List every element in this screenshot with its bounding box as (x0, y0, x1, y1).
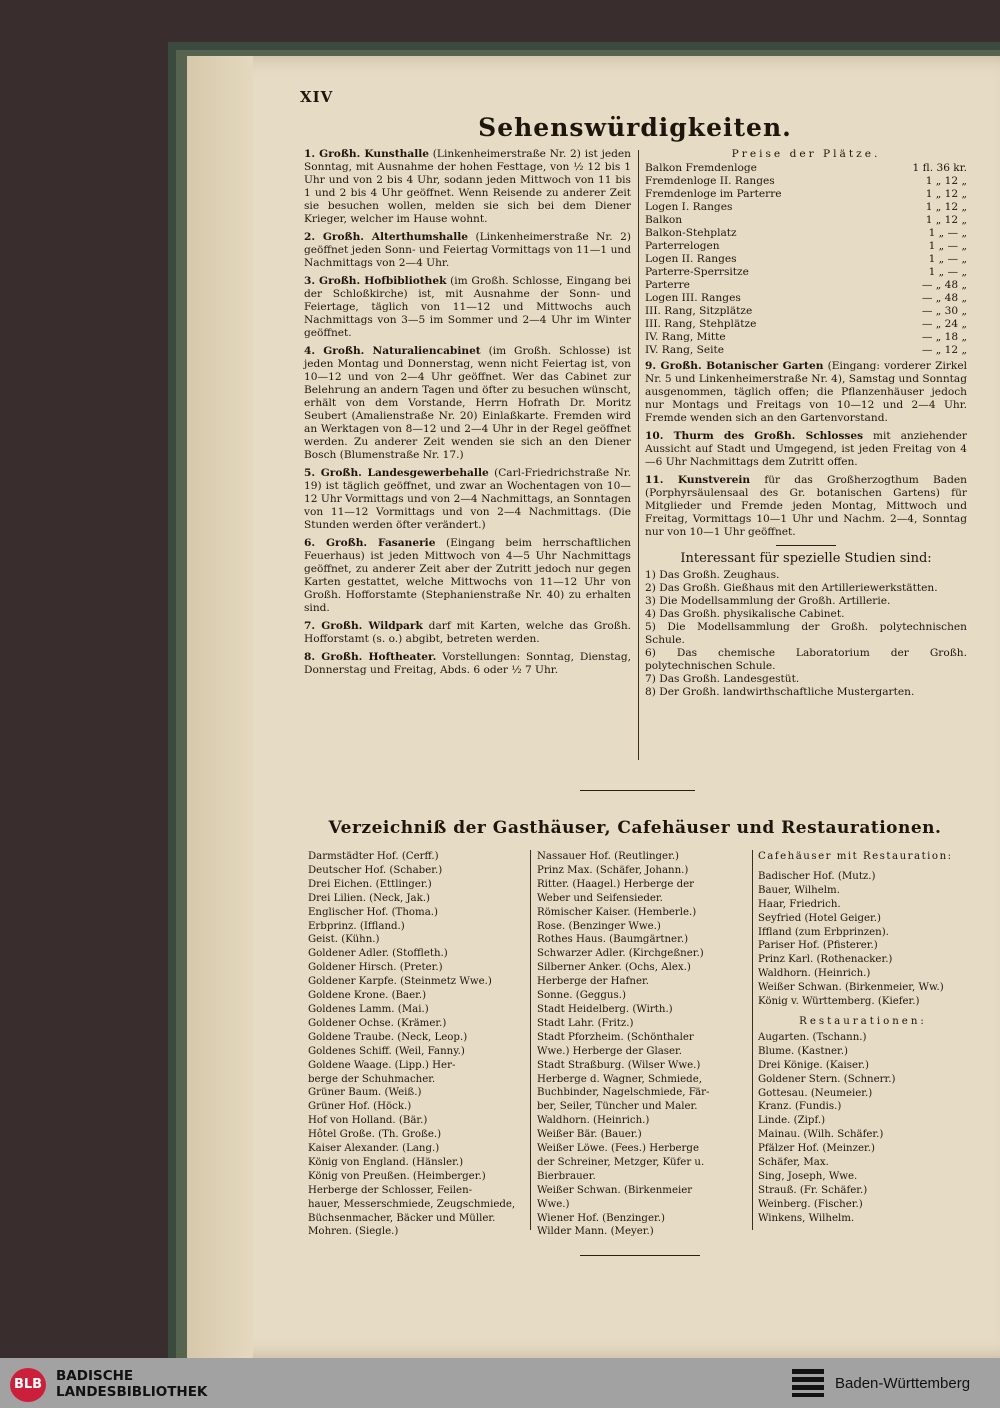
list-item: Goldene Krone. (Baer.) (308, 990, 427, 1002)
list-item: Buchbinder, Nagelschmiede, Fär- (537, 1087, 710, 1099)
library-name-line2: LANDESBIBLIOTHEK (56, 1384, 208, 1400)
list-item: Goldenes Lamm. (Mai.) (308, 1003, 429, 1015)
list-item: 4) Das Großh. physikalische Cabinet. (645, 608, 845, 620)
list-item: 7) Das Großh. Landesgestüt. (645, 673, 800, 685)
list-item: Herberge d. Wagner, Schmiede, (537, 1073, 702, 1085)
list-item: Darmstädter Hof. (Cerff.) (308, 851, 439, 862)
sight-text: (Eingang: vorderer Zirkel Nr. 5 und Linkenheimerstraße Nr. 4), Samstag und Sonntag ausgenommen, täglich offen; die Pflanzenhäuser jedoch nur Montags und Freitags von 10—12 und 2—4 Uhr. Fremde wenden sich an den Gartenvorstand. (645, 360, 968, 424)
sight-entry (304, 651, 631, 677)
list-item: Blume. (Kastner.) (758, 1045, 849, 1057)
sight-name: 9. Großh. Botanischer Garten (645, 360, 824, 372)
price-label: Balkon-Stehplatz (645, 227, 737, 239)
list-item: Augarten. (Tschann.) (758, 1031, 867, 1043)
list-item: Kaiser Alexander. (Lang.) (308, 1143, 440, 1155)
price-value: 1 „ — „ (928, 253, 967, 265)
price-row (645, 266, 967, 279)
list-item: Goldener Hirsch. (Preter.) (308, 962, 443, 974)
list-item: Nassauer Hof. (Reutlinger.) (537, 851, 680, 862)
sight-text: (Eingang beim herrschaftlichen Feuerhaus) ist jeden Mittwoch von 4—5 Uhr Nachmittags geöffnet, zu anderer Zeit aber der Zutritt jedoch nur gegen Karten gestattet, welche Mittwochs von 11—12 Uhr von Großh. Hofforstamte (Stephanienstraße Nr. 40) zu erhalten sind. (304, 537, 631, 614)
list-item: berge der Schuhmacher. (308, 1073, 436, 1085)
price-row (645, 227, 967, 240)
list-item: Wwe.) (537, 1198, 570, 1210)
list-item: 5) Die Modellsammlung der Großh. polytechnischen Schule. (645, 621, 967, 646)
sight-entry (304, 231, 631, 270)
directory-column-1 (308, 850, 528, 1239)
list-item: Büchsenmacher, Bäcker und Müller. (308, 1212, 496, 1224)
column-divider (530, 850, 531, 1230)
list-item: Sing, Joseph, Wwe. (758, 1170, 858, 1182)
list-item: Bauer, Wilhelm. (758, 884, 840, 896)
price-value: 1 „ 12 „ (925, 201, 967, 213)
sight-name: 1. Großh. Kunsthalle (304, 148, 429, 160)
price-row (645, 253, 967, 266)
list-item: Drei Könige. (Kaiser.) (758, 1059, 870, 1071)
price-label: IV. Rang, Seite (645, 344, 725, 356)
list-item: Drei Lilien. (Neck, Jak.) (308, 892, 430, 904)
sight-name: 10. Thurm des Großh. Schlosses (645, 430, 864, 442)
price-value: 1 „ — „ (928, 266, 967, 278)
list-item: Schwarzer Adler. (Kirchgeßner.) (537, 948, 704, 960)
sights-left-column (304, 148, 631, 682)
list-item: Seyfried (Hotel Geiger.) (758, 912, 881, 924)
sight-text: (Carl-Friedrichstraße Nr. 19) ist täglich geöffnet, und zwar an Wochentagen von 10—12 Uhr Vormittags und von 2—4 Nachmittags, an Sonntagen von 11—12 Vormittags und von 2—4 Nachmittags. (Die Stunden werden öfter verändert.) (304, 467, 631, 531)
cafes-heading: Cafehäuser mit Restauration: (758, 851, 953, 862)
list-item: Herberge der Schlosser, Feilen- (308, 1184, 473, 1196)
list-item: Stadt Straßburg. (Wilser Wwe.) (537, 1059, 701, 1071)
price-row (645, 331, 967, 344)
column-divider (752, 850, 753, 1230)
sight-text: mit anziehender Aussicht auf Stadt und Umgegend, ist jeden Freitag von 4—6 Uhr Nachmittags dem Zutritt offen. (645, 430, 967, 468)
list-item: Stadt Lahr. (Fritz.) (537, 1017, 634, 1029)
list-item: 1) Das Großh. Zeughaus. (645, 569, 780, 581)
price-row (645, 175, 967, 188)
list-item: Goldener Karpfe. (Steinmetz Wwe.) (308, 976, 492, 988)
list-item: Erbprinz. (Iffland.) (308, 920, 405, 932)
price-value: 1 „ — „ (928, 227, 967, 239)
list-item: Goldener Adler. (Stoffleth.) (308, 948, 448, 960)
page-number: XIV (300, 88, 334, 106)
list-item: Waldhorn. (Heinrich.) (758, 968, 871, 980)
list-item: Wilder Mann. (Meyer.) (537, 1226, 654, 1238)
list-item: Weißer Schwan. (Birkenmeier (537, 1184, 693, 1196)
directory-column-2 (537, 850, 749, 1239)
list-item: Hof von Holland. (Bär.) (308, 1115, 428, 1127)
list-item: Kranz. (Fundis.) (758, 1101, 842, 1113)
state-name: Baden-Württemberg (835, 1375, 971, 1392)
prices-heading: Preise der Plätze. (731, 148, 881, 160)
sight-name: 6. Großh. Fasanerie (304, 537, 436, 549)
sight-text: (im Großh. Schlosse) ist jeden Montag und Donnerstag, wenn nicht Feiertag ist, von 10—12 und von 2—4 Uhr geöffnet. Wer das Cabinet zur Belehrung an andern Tagen und öfter zu besuchen wünscht, erhält von dem Vorstande, Herrn Hofrath Dr. Moritz Seubert (Amalienstraße Nr. 20) Einlaßkarte. Fremden wird an Werktagen von 8—12 und 2—4 Uhr in der Regel geöffnet werden. Zu anderer Zeit wenden sie sich an den Diener Bosch (Blumenstraße Nr. 17.) (304, 345, 631, 461)
sight-name: 3. Großh. Hofbibliothek (304, 275, 447, 287)
sight-name: 5. Großh. Landesgewerbehalle (304, 467, 489, 479)
sight-entry (645, 474, 967, 539)
column-divider (638, 150, 639, 760)
price-label: Parterre-Sperrsitze (645, 266, 749, 278)
list-item: Wwe.) Herberge der Glaser. (537, 1045, 683, 1057)
price-row (645, 344, 967, 357)
list-item: Mainau. (Wilh. Schäfer.) (758, 1129, 884, 1141)
price-label: Fremdenloge II. Ranges (645, 175, 775, 187)
sight-text: Vorstellungen: Sonntag, Dienstag, Donnerstag und Freitag, Abds. 6 oder ½ 7 Uhr. (304, 651, 631, 676)
price-value: — „ 18 „ (921, 331, 967, 343)
sight-entry (304, 537, 631, 615)
list-item: Badischer Hof. (Mutz.) (758, 870, 876, 882)
price-value: 1 „ 12 „ (925, 175, 967, 187)
section-rule (580, 790, 695, 791)
list-item: Wiener Hof. (Benzinger.) (537, 1212, 665, 1224)
price-value: 1 „ 12 „ (925, 188, 967, 200)
price-label: Parterrelogen (645, 240, 720, 252)
list-item: ber, Seiler, Tüncher und Maler. (537, 1101, 698, 1113)
list-item: Schäfer, Max. (758, 1157, 829, 1169)
price-row (645, 214, 967, 227)
sight-name: 11. Kunstverein (645, 474, 751, 486)
page-gutter (187, 56, 253, 1358)
list-item: Pfälzer Hof. (Meinzer.) (758, 1143, 875, 1155)
list-item: Englischer Hof. (Thoma.) (308, 906, 438, 918)
list-item: Goldene Traube. (Neck, Leop.) (308, 1031, 468, 1043)
price-value: — „ 48 „ (921, 292, 967, 304)
studies-heading: Interessant für spezielle Studien sind: (680, 551, 932, 566)
list-item: Stadt Heidelberg. (Wirth.) (537, 1003, 673, 1015)
bottom-rule (580, 1255, 700, 1256)
price-row (645, 162, 967, 175)
blb-logo: BLB (10, 1368, 46, 1402)
sight-name: 7. Großh. Wildpark (304, 620, 423, 632)
directory-column-3 (758, 850, 968, 1226)
price-value: 1 fl. 36 kr. (912, 162, 967, 174)
list-item: Stadt Pforzheim. (Schönthaler (537, 1031, 694, 1043)
list-item: 6) Das chemische Laboratorium der Großh. polytechnischen Schule. (645, 647, 967, 672)
list-item: 2) Das Großh. Gießhaus mit den Artilleriewerkstätten. (645, 582, 938, 594)
sight-text: für das Großherzogthum Baden (Porphyrsäulensaal des Gr. botanischen Gartens) für Mitglieder und Fremde jeden Montag, Mittwoch und Freitag, Vormittags 10—1 Uhr und Nachm. 2—4, Sonntag nur von 10—1 Uhr geöffnet. (645, 474, 967, 538)
list-item: der Schreiner, Metzger, Küfer u. (537, 1156, 705, 1168)
list-item: Haar, Friedrich. (758, 898, 841, 910)
sight-name: 8. Großh. Hoftheater. (304, 651, 437, 663)
list-item: Goldenes Schiff. (Weil, Fanny.) (308, 1045, 465, 1057)
price-label: Parterre (645, 279, 690, 291)
sight-entry (304, 620, 631, 646)
price-label: Balkon (645, 214, 683, 226)
section-divider (776, 545, 836, 546)
list-item: Deutscher Hof. (Schaber.) (308, 864, 443, 876)
list-item: Weißer Löwe. (Fees.) Herberge (537, 1143, 699, 1155)
price-value: — „ 24 „ (921, 318, 967, 330)
sight-entry (304, 148, 631, 226)
library-name-line1: BADISCHE (56, 1368, 134, 1384)
price-label: Fremdenloge im Parterre (645, 188, 782, 200)
price-row (645, 305, 967, 318)
list-item: Römischer Kaiser. (Hemberle.) (537, 906, 697, 918)
library-name (56, 1368, 207, 1400)
price-label: III. Rang, Sitzplätze (645, 305, 753, 317)
list-item: König von Preußen. (Heimberger.) (308, 1170, 486, 1182)
restaurants-heading: Restaurationen: (799, 1015, 927, 1027)
list-item: Waldhorn. (Heinrich.) (537, 1115, 650, 1127)
price-table (645, 162, 967, 357)
list-item: hauer, Messerschmiede, Zeugschmiede, (308, 1198, 516, 1210)
list-item: König von England. (Hänsler.) (308, 1156, 464, 1168)
sight-entry (304, 345, 631, 462)
price-value: — „ 48 „ (921, 279, 967, 291)
price-label: Logen II. Ranges (645, 253, 737, 265)
list-item: Weinberg. (Fischer.) (758, 1198, 863, 1210)
price-row (645, 292, 967, 305)
price-row (645, 279, 967, 292)
list-item: Weißer Schwan. (Birkenmeier, Ww.) (758, 982, 944, 994)
list-item: Prinz Max. (Schäfer, Johann.) (537, 864, 689, 876)
list-item: Rose. (Benzinger Wwe.) (537, 920, 661, 932)
price-label: Logen I. Ranges (645, 201, 733, 213)
list-item: Weißer Bär. (Bauer.) (537, 1129, 642, 1141)
sight-text: darf mit Karten, welche das Großh. Hofforstamt (s. o.) abgibt, betreten werden. (304, 620, 632, 645)
list-item: Pariser Hof. (Pfisterer.) (758, 940, 878, 952)
list-item: Iffland (zum Erbprinzen). (758, 926, 889, 938)
list-item: Hôtel Große. (Th. Große.) (308, 1129, 442, 1141)
list-item: Goldene Waage. (Lipp.) Her- (308, 1059, 456, 1071)
price-label: Balkon Fremdenloge (645, 162, 757, 174)
price-value: — „ 12 „ (921, 344, 967, 356)
price-row (645, 201, 967, 214)
price-row (645, 240, 967, 253)
sight-name: 4. Großh. Naturaliencabinet (304, 345, 481, 357)
list-item: 3) Die Modellsammlung der Großh. Artillerie. (645, 595, 891, 607)
sight-entry (304, 467, 631, 532)
sight-text: (Linkenheimerstraße Nr. 2) ist jeden Sonntag, mit Ausnahme der hohen Festtage, von ½ 12 bis 1 Uhr und von 2 bis 4 Uhr, sodann jeden Mittwoch von 11 bis 1 und 2 bis 4 Uhr geöffnet. Wenn Reisende zu anderer Zeit sie besuchen wollen, melden sie sich bei dem Diener Krieger, welcher im Hause wohnt. (304, 148, 631, 225)
page-title: Sehenswürdigkeiten. (478, 113, 792, 142)
sight-text: (im Großh. Schlosse, Eingang bei der Schloßkirche) ist, mit Ausnahme der Sonn- und Feiertage, täglich von 11—12 und Mittwochs auch Nachmittags von 3—5 im Sommer und 2—4 Uhr im Winter geöffnet. (304, 275, 631, 339)
price-label: IV. Rang, Mitte (645, 331, 726, 343)
list-item: 8) Der Großh. landwirthschaftliche Mustergarten. (645, 686, 915, 698)
list-item: Rothes Haus. (Baumgärtner.) (537, 934, 689, 946)
price-row (645, 318, 967, 331)
sight-entry (645, 360, 967, 425)
sight-text: (Linkenheimerstraße Nr. 2) geöffnet jeden Sonn- und Feiertag Vormittags von 11—1 und Nachmittags von 2—4 Uhr. (304, 231, 631, 269)
list-item: Linde. (Zipf.) (758, 1115, 826, 1127)
sight-name: 2. Großh. Alterthumshalle (304, 231, 469, 243)
list-item: Strauß. (Fr. Schäfer.) (758, 1184, 868, 1196)
baden-wuerttemberg-lions-icon (790, 1367, 826, 1399)
list-item: Drei Eichen. (Ettlinger.) (308, 878, 432, 890)
list-item: Silberner Anker. (Ochs, Alex.) (537, 962, 691, 974)
sight-entry (645, 430, 967, 469)
list-item: Winkens, Wilhelm. (758, 1212, 855, 1224)
directory-title: Verzeichniß der Gasthäuser, Cafehäuser und Restaurationen. (328, 818, 942, 838)
sights-right-column (645, 148, 967, 699)
list-item: Geist. (Kühn.) (308, 934, 380, 946)
list-item: Grüner Hof. (Höck.) (308, 1101, 412, 1113)
sight-entry (304, 275, 631, 340)
list-item: Gottesau. (Neumeier.) (758, 1087, 873, 1099)
list-item: Sonne. (Geggus.) (537, 990, 626, 1002)
list-item: Bierbrauer. (537, 1170, 596, 1182)
price-value: 1 „ 12 „ (925, 214, 967, 226)
list-item: Goldener Stern. (Schnerr.) (758, 1073, 896, 1085)
price-value: 1 „ — „ (928, 240, 967, 252)
list-item: Goldener Ochse. (Krämer.) (308, 1017, 447, 1029)
list-item: Ritter. (Haagel.) Herberge der (537, 878, 695, 890)
price-row (645, 188, 967, 201)
studies-list (645, 569, 967, 699)
list-item: König v. Württemberg. (Kiefer.) (758, 996, 920, 1008)
list-item: Grüner Baum. (Weiß.) (308, 1087, 422, 1099)
price-label: Logen III. Ranges (645, 292, 741, 304)
price-label: III. Rang, Stehplätze (645, 318, 757, 330)
list-item: Herberge der Hafner. (537, 976, 649, 988)
list-item: Mohren. (Siegle.) (308, 1226, 399, 1238)
list-item: Weber und Seifensieder. (537, 892, 663, 904)
price-value: — „ 30 „ (921, 305, 967, 317)
list-item: Prinz Karl. (Rothenacker.) (758, 954, 893, 966)
